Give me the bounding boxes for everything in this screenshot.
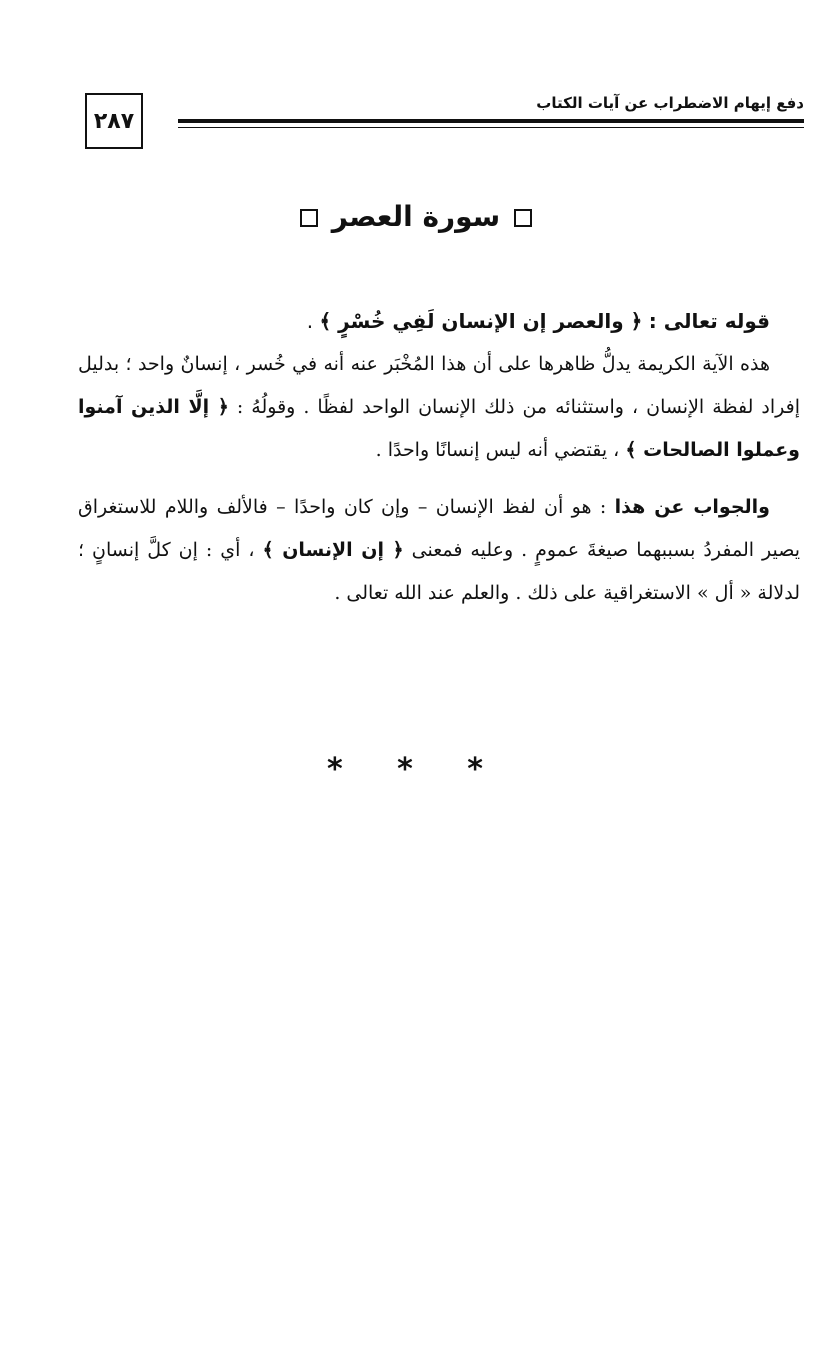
paragraph1-text-c: ، يقتضي أنه ليس إنسانًا واحدًا . [375,439,620,461]
surah-title-text: سورة العصر [331,200,501,233]
square-ornament-icon [514,209,532,227]
verse-intro: قوله تعالى : [648,309,770,333]
verse-quote: ﴿ والعصر إن الإنسان لَفِي خُسْرٍ ﴾ [319,309,643,333]
answer-lead: والجواب عن هذا [614,496,770,518]
header-rule-thick [178,119,804,123]
paragraph1-text-a: هذه الآية الكريمة يدلُّ ظاهرها على أن هذا المُخْبَر عنه أنه في خُسر ، إنسانٌ واحد ؛ بدليل إفراد لفظة الإنسان ، واستثنائه من ذلك الإنسان الواحد لفظًا . وقولُهُ : [78,353,800,418]
surah-title [0,200,832,233]
paragraph-answer [78,486,800,615]
paragraph2-verse: ﴿ إن الإنسان ﴾ [262,539,404,561]
verse-line [78,300,800,343]
paragraph2-text-c: ، أي : إن كلَّ إنسانٍ ؛ لدلالة « أل » الاستغراقية على ذلك . والعلم عند الله تعالى . [78,539,800,604]
paragraph1-verse: ﴿ إلَّا الذين آمنوا وعملوا الصالحات ﴾ [78,396,800,461]
main-text [78,300,800,615]
running-header-title: دفع إيهام الاضطراب عن آيات الكتاب [536,94,804,112]
section-separator: * * * [327,752,505,787]
square-ornament-icon [300,209,318,227]
paragraph-question [78,343,800,472]
page-number: ٢٨٧ [85,93,143,149]
paragraph2-text-a: : هو أن لفظ الإنسان – وإن كان واحدًا – فالألف واللام للاستغراق يصير المفردُ بسببهما صيغةَ عمومٍ . وعليه فمعنى [78,496,800,561]
header-rule-thin [178,127,804,128]
verse-end: . [306,309,314,333]
